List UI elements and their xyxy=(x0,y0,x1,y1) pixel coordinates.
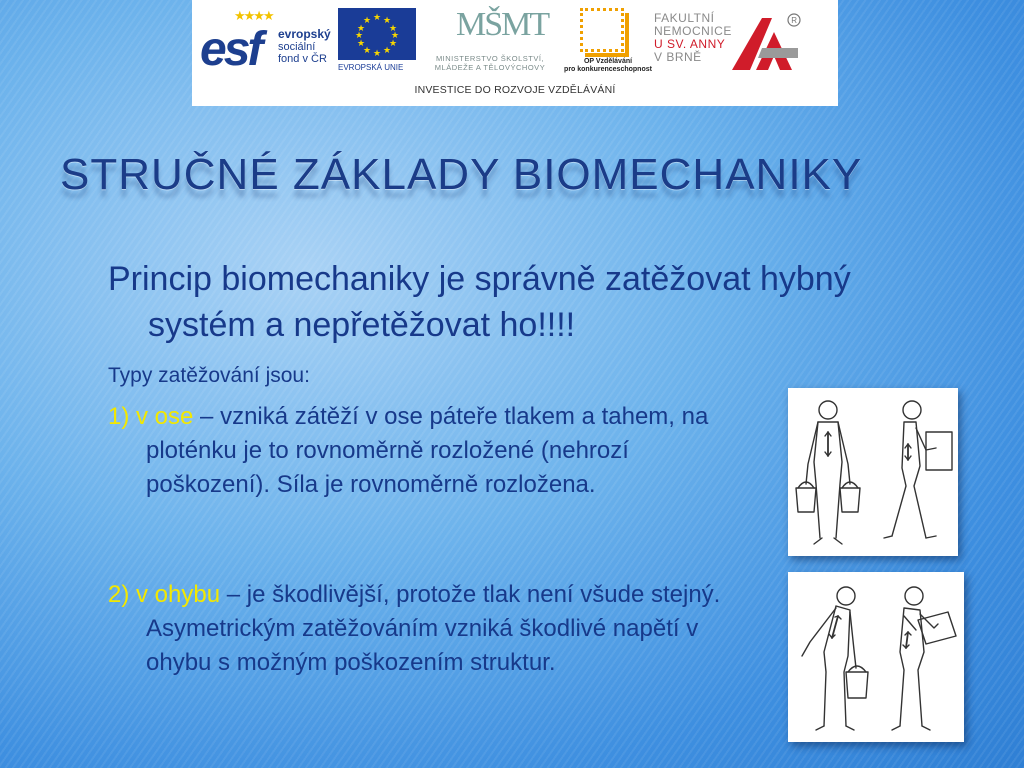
esf-caption: evropský sociální fond v ČR xyxy=(278,27,331,65)
list-item-axial xyxy=(108,400,728,502)
axial-load-illustration-icon xyxy=(788,388,958,556)
hospital-logo-icon xyxy=(728,10,804,74)
op-logo xyxy=(560,8,652,74)
item-number: 1) xyxy=(108,403,130,430)
list-item-bending xyxy=(108,578,728,680)
eu-flag-icon: ★ ★ ★ ★ ★ ★ ★ ★ ★ ★ ★ ★ xyxy=(338,8,416,60)
msmt-caption: MINISTERSTVO ŠKOLSTVÍ, MLÁDEŽE A TĚLOVÝCHOVY xyxy=(434,54,546,72)
slide-title: STRUČNÉ ZÁKLADY BIOMECHANIKY xyxy=(60,150,863,199)
item-text: – je škodlivější, protože tlak není všude stejný. Asymetrickým zatěžováním vzniká škodlivé napětí v ohybu s možným poškozením struktur. xyxy=(146,581,721,676)
item-text: – vzniká zátěží v ose páteře tlakem a tahem, na ploténku je to rovnoměrně rozložené (nehrozí poškození). Síla je rovnoměrně rozložena. xyxy=(146,403,709,498)
figure-axial-load xyxy=(788,388,958,556)
hospital-logo-text: FAKULTNÍ NEMOCNICE U SV. ANNY V BRNĚ xyxy=(654,11,732,64)
esf-logo: ★★★★ esf evropský sociální fond v ČR xyxy=(200,8,331,76)
item-term: v ose xyxy=(136,403,194,430)
logo-banner xyxy=(192,0,838,106)
figure-bending-load xyxy=(788,572,964,742)
item-term: v ohybu xyxy=(136,581,221,608)
bending-load-illustration-icon xyxy=(788,572,964,742)
op-caption: OP Vzdělávání pro konkurenceschopnost xyxy=(564,58,652,73)
msmt-logo: MŠMT MINISTERSTVO ŠKOLSTVÍ, MLÁDEŽE A TĚLOVÝCHOVY xyxy=(424,6,554,74)
item-number: 2) xyxy=(108,581,130,608)
eu-logo: ★ ★ ★ ★ ★ ★ ★ ★ ★ ★ ★ ★ EVROPSKÁ UNIE xyxy=(338,8,416,74)
esf-stars-icon: ★★★★ xyxy=(234,8,273,23)
banner-tagline: INVESTICE DO ROZVOJE VZDĚLÁVÁNÍ xyxy=(414,84,616,96)
op-square-icon xyxy=(580,8,624,52)
svg-text:R: R xyxy=(791,16,797,25)
types-label: Typy zatěžování jsou: xyxy=(108,364,310,387)
lead-text: Princip biomechaniky je správně zatěžovat hybný systém a nepřetěžovat ho!!!! xyxy=(108,260,851,344)
